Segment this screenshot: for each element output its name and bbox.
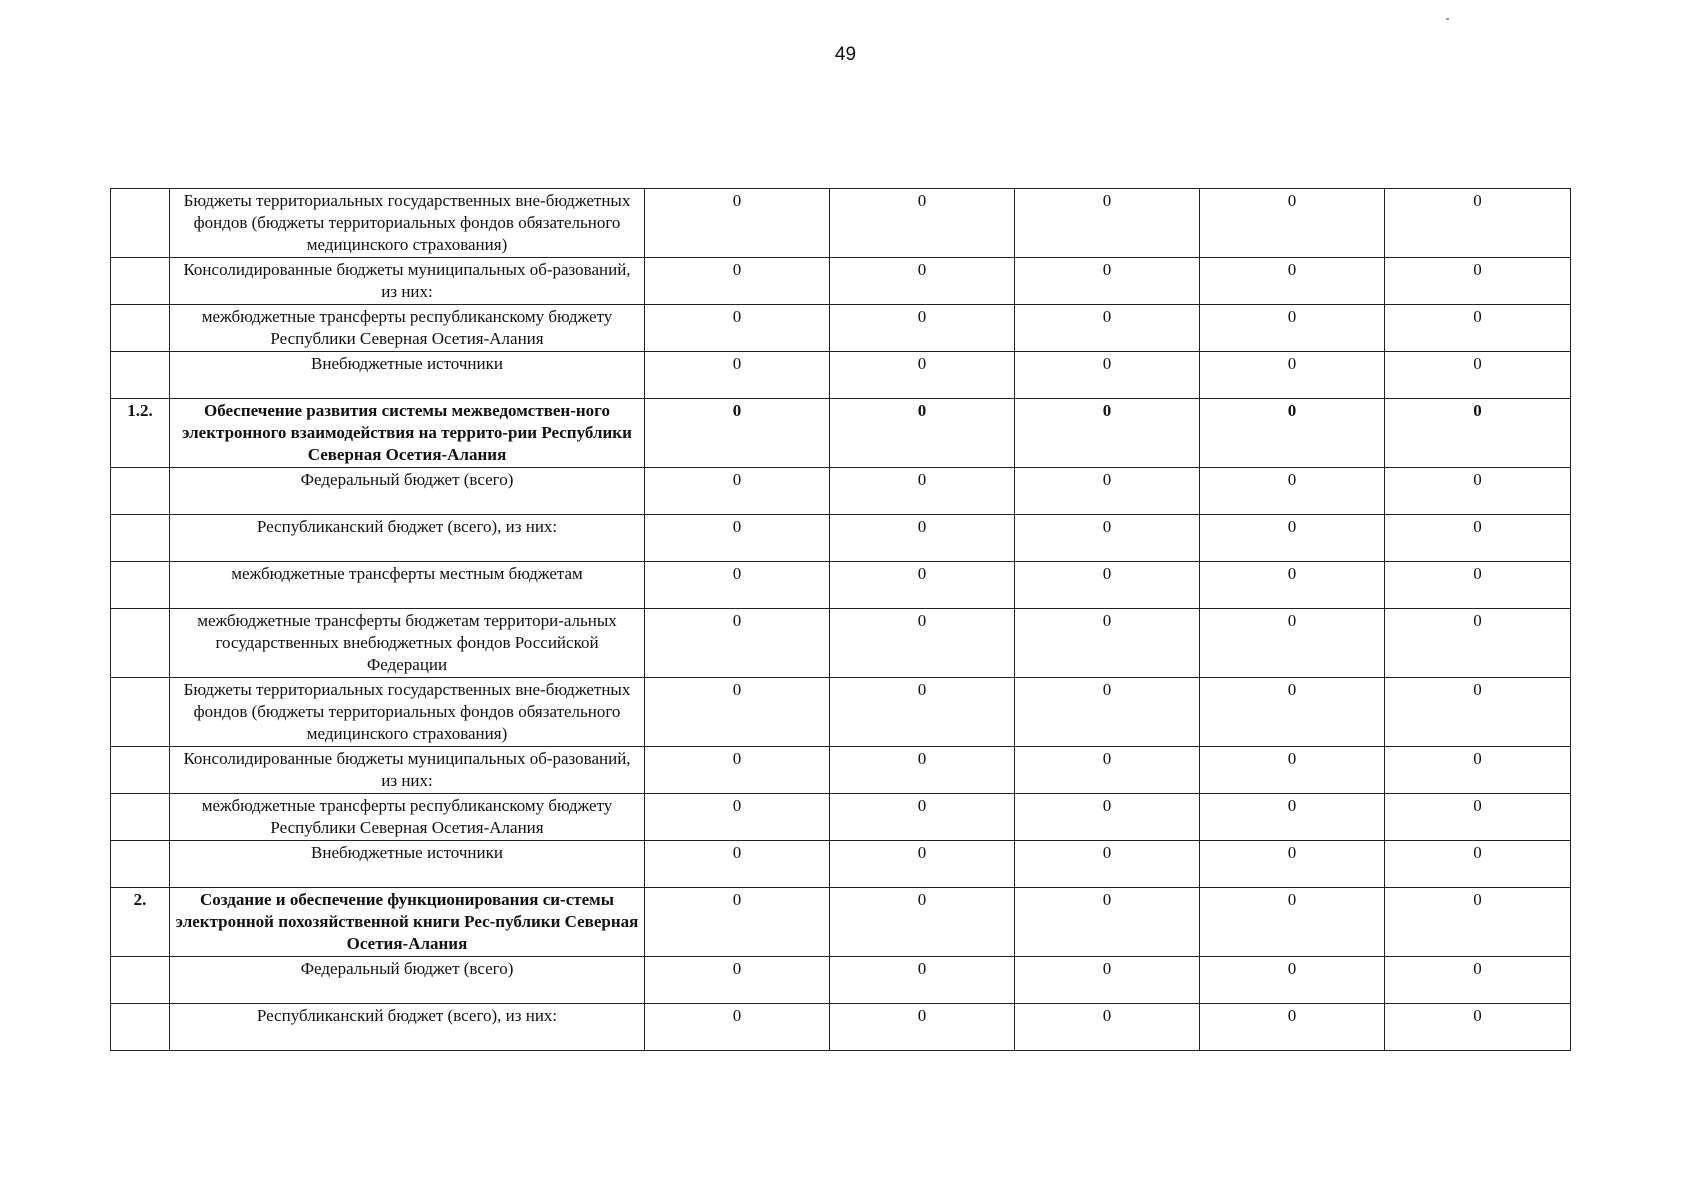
table-row [111,468,1571,515]
row-number: 2. [111,888,170,957]
value-cell: 0 [645,609,830,678]
row-label: межбюджетные трансферты бюджетам территори-альных государственных внебюджетных фондов Российской Федерации [170,609,645,678]
row-label: Внебюджетные источники [170,352,645,399]
section-row [111,888,1571,957]
table-row [111,352,1571,399]
value-cell: 0 [1015,189,1200,258]
value-cell: 0 [1015,468,1200,515]
row-number [111,352,170,399]
value-cell: 0 [1200,562,1385,609]
row-number [111,258,170,305]
value-cell: 0 [1385,609,1571,678]
value-cell: 0 [1200,189,1385,258]
row-label: Республиканский бюджет (всего), из них: [170,1004,645,1051]
row-number [111,747,170,794]
value-cell: 0 [1385,515,1571,562]
value-cell: 0 [1385,352,1571,399]
value-cell: 0 [830,515,1015,562]
value-cell: 0 [830,399,1015,468]
value-cell: 0 [1015,678,1200,747]
value-cell: 0 [1385,794,1571,841]
value-cell: 0 [830,305,1015,352]
row-number [111,609,170,678]
value-cell: 0 [1385,189,1571,258]
row-label: Консолидированные бюджеты муниципальных об-разований, из них: [170,747,645,794]
value-cell: 0 [1015,305,1200,352]
row-number [111,305,170,352]
value-cell: 0 [1200,747,1385,794]
value-cell: 0 [830,1004,1015,1051]
value-cell: 0 [1200,1004,1385,1051]
value-cell: 0 [830,562,1015,609]
page-number: 49 [834,44,857,65]
table-row [111,678,1571,747]
section-row [111,399,1571,468]
value-cell: 0 [1015,515,1200,562]
value-cell: 0 [1200,609,1385,678]
table-row [111,1004,1571,1051]
value-cell: 0 [1385,888,1571,957]
value-cell: 0 [1385,841,1571,888]
value-cell: 0 [645,794,830,841]
table-row [111,747,1571,794]
value-cell: 0 [1200,794,1385,841]
row-label: Создание и обеспечение функционирования си-стемы электронной похозяйственной книги Рес-публики Северная Осетия-Алания [170,888,645,957]
row-label: межбюджетные трансферты местным бюджетам [170,562,645,609]
value-cell: 0 [645,1004,830,1051]
value-cell: 0 [830,352,1015,399]
value-cell: 0 [830,957,1015,1004]
value-cell: 0 [1200,515,1385,562]
table-row [111,189,1571,258]
row-label: Консолидированные бюджеты муниципальных об-разований, из них: [170,258,645,305]
value-cell: 0 [645,305,830,352]
row-label: Бюджеты территориальных государственных вне-бюджетных фондов (бюджеты территориальных фондов обязательного медицинского страхования) [170,678,645,747]
value-cell: 0 [645,562,830,609]
row-label: Республиканский бюджет (всего), из них: [170,515,645,562]
value-cell: 0 [830,747,1015,794]
value-cell: 0 [645,957,830,1004]
value-cell: 0 [645,515,830,562]
value-cell: 0 [1200,678,1385,747]
row-label: Обеспечение развития системы межведомствен-ного электронного взаимодействия на террито-рии Республики Северная Осетия-Алания [170,399,645,468]
value-cell: 0 [1015,258,1200,305]
table-row [111,515,1571,562]
value-cell: 0 [830,609,1015,678]
value-cell: 0 [1385,562,1571,609]
value-cell: 0 [1015,399,1200,468]
value-cell: 0 [830,258,1015,305]
row-number [111,189,170,258]
value-cell: 0 [1015,609,1200,678]
row-label: межбюджетные трансферты республиканскому бюджету Республики Северная Осетия-Алания [170,794,645,841]
value-cell: 0 [645,189,830,258]
table-row [111,562,1571,609]
value-cell: 0 [1200,399,1385,468]
row-number [111,1004,170,1051]
value-cell: 0 [830,841,1015,888]
table-row [111,841,1571,888]
row-label: Внебюджетные источники [170,841,645,888]
table-row [111,305,1571,352]
value-cell: 0 [1200,888,1385,957]
value-cell: 0 [1385,1004,1571,1051]
value-cell: 0 [645,841,830,888]
value-cell: 0 [645,888,830,957]
row-number [111,468,170,515]
value-cell: 0 [1015,957,1200,1004]
row-number [111,562,170,609]
value-cell: 0 [1385,678,1571,747]
value-cell: 0 [1015,747,1200,794]
value-cell: 0 [1015,562,1200,609]
value-cell: 0 [1015,794,1200,841]
row-label: межбюджетные трансферты республиканскому бюджету Республики Северная Осетия-Алания [170,305,645,352]
value-cell: 0 [1385,305,1571,352]
row-number [111,841,170,888]
row-number [111,678,170,747]
value-cell: 0 [1015,352,1200,399]
scan-speck [1446,18,1449,20]
row-label: Федеральный бюджет (всего) [170,468,645,515]
row-number [111,957,170,1004]
value-cell: 0 [830,468,1015,515]
value-cell: 0 [1385,258,1571,305]
value-cell: 0 [1200,841,1385,888]
table-row [111,794,1571,841]
value-cell: 0 [1385,957,1571,1004]
table-row [111,258,1571,305]
value-cell: 0 [830,888,1015,957]
value-cell: 0 [1385,399,1571,468]
value-cell: 0 [830,794,1015,841]
value-cell: 0 [1200,258,1385,305]
value-cell: 0 [1200,957,1385,1004]
value-cell: 0 [830,678,1015,747]
value-cell: 0 [645,399,830,468]
row-number [111,515,170,562]
value-cell: 0 [1200,352,1385,399]
value-cell: 0 [645,678,830,747]
value-cell: 0 [1200,468,1385,515]
value-cell: 0 [645,468,830,515]
value-cell: 0 [1385,468,1571,515]
value-cell: 0 [830,189,1015,258]
budget-table-body [111,189,1571,1051]
table-row [111,609,1571,678]
value-cell: 0 [645,747,830,794]
row-label: Бюджеты территориальных государственных вне-бюджетных фондов (бюджеты территориальных фондов обязательного медицинского страхования) [170,189,645,258]
value-cell: 0 [1015,841,1200,888]
value-cell: 0 [645,352,830,399]
row-label: Федеральный бюджет (всего) [170,957,645,1004]
row-number: 1.2. [111,399,170,468]
value-cell: 0 [1015,1004,1200,1051]
value-cell: 0 [1200,305,1385,352]
value-cell: 0 [1015,888,1200,957]
row-number [111,794,170,841]
value-cell: 0 [1385,747,1571,794]
table-row [111,957,1571,1004]
budget-table [110,188,1571,1051]
value-cell: 0 [645,258,830,305]
